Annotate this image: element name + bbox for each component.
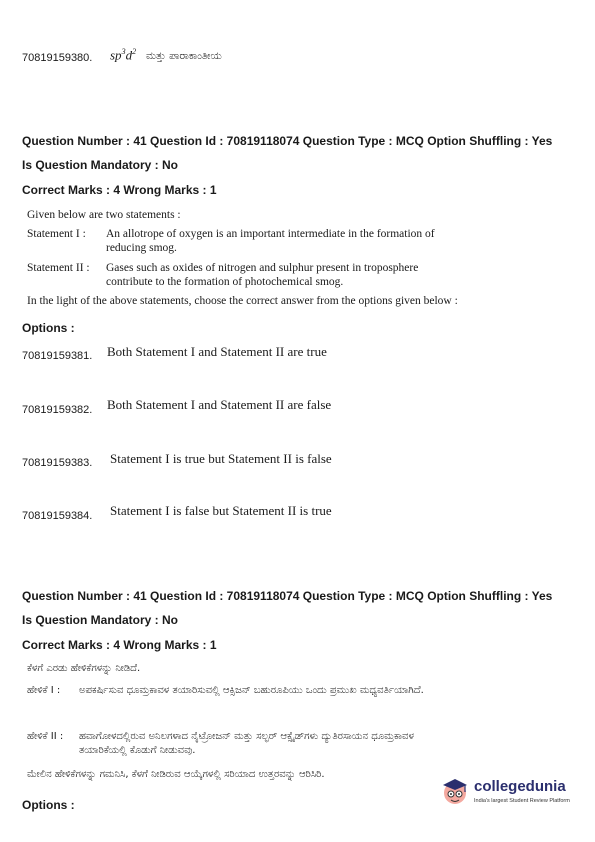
kn-closing: ಮೇಲಿನ ಹೇಳಿಕೆಗಳನ್ನು ಗಮನಿಸಿ, ಕೆಳಗೆ ನೀಡಿರುವ ಆಯ್ಕೆಗಳಲ್ಲಿ ಸರಿಯಾದ ಉತ್ತರವನ್ನು ಆರಿಸಿರಿ.: [27, 769, 325, 780]
en-option-4-text: Statement I is false but Statement II is true: [110, 503, 332, 518]
en-option-1-text: Both Statement I and Statement II are true: [107, 344, 327, 359]
collegedunia-logo: [440, 776, 588, 812]
kn-header-line2: Is Question Mandatory : No: [22, 613, 179, 627]
top-option-text: ಮತ್ತು ಪಾರಾಕಾಂತೀಯ: [146, 50, 222, 62]
en-option-2-id: 70819159382.: [22, 404, 93, 416]
kn-statement-2: ಹೇಳಿಕೆ II : ಹವಾಗೋಳದಲ್ಲಿರುವ ಅನಿಲಗಳಾದ ನೈಟ್ರೋಜನ್ ಮತ್ತು ಸಲ್ಫರ್ ಆಕ್ಸೈಡ್‌ಗಳು ದ್ಯುತಿರಸಾಯನ ಧೂಮ್ರಕಾವಳ ತಯಾರಿಕೆಯಲ್ಲಿ ಕೊಡುಗೆ ನೀಡುವವು.: [27, 731, 414, 756]
en-option-3-text: Statement I is true but Statement II is false: [110, 451, 332, 466]
top-option-id: 70819159380.: [22, 52, 93, 64]
kn-header-line3: Correct Marks : 4 Wrong Marks : 1: [22, 638, 217, 652]
kn-statement-1: ಹೇಳಿಕೆ I : ಅಪಕರ್ಷಿಸುವ ಧೂಮ್ರಕಾವಳ ತಯಾರಿಸುವಲ್ಲಿ ಆಕ್ಸಿಜನ್ ಬಹುರೂಪಿಯು ಒಂದು ಪ್ರಮುಖ ಮಧ್ಯವರ್ತಿಯಾಗಿದೆ.: [27, 685, 424, 696]
en-header-line3: Correct Marks : 4 Wrong Marks : 1: [22, 183, 217, 197]
en-header-line1: Question Number : 41 Question Id : 70819118074 Question Type : MCQ Option Shuffling : Yes: [22, 134, 553, 148]
kn-options-label: Options :: [22, 798, 75, 812]
en-statement-1: Statement I : An allotrope of oxygen is an important intermediate in the formation of reducing smog.: [27, 228, 435, 254]
logo-name: collegedunia: [474, 778, 566, 795]
en-option-1-id: 70819159381.: [22, 350, 93, 362]
en-options-label: Options :: [22, 321, 75, 335]
en-header-line2: Is Question Mandatory : No: [22, 158, 179, 172]
en-closing: In the light of the above statements, choose the correct answer from the options given below :: [27, 295, 458, 307]
en-statement-2: Statement II : Gases such as oxides of nitrogen and sulphur present in troposphere contribute to the formation of photochemical smog.: [27, 262, 419, 288]
logo-tagline: India's largest Student Review Platform: [474, 798, 570, 804]
top-option-formula: $sp^3d^2$: [110, 47, 137, 63]
kn-intro: ಕೆಳಗೆ ಎರಡು ಹೇಳಿಕೆಗಳನ್ನು ನೀಡಿದೆ.: [27, 663, 141, 674]
en-option-4-id: 70819159384.: [22, 510, 93, 522]
en-option-2-text: Both Statement I and Statement II are false: [107, 397, 332, 412]
graduate-mascot-icon: [440, 776, 470, 806]
kn-header-line1: Question Number : 41 Question Id : 70819118074 Question Type : MCQ Option Shuffling : Yes: [22, 589, 553, 603]
en-intro: Given below are two statements :: [27, 209, 181, 221]
en-option-3-id: 70819159383.: [22, 457, 93, 469]
